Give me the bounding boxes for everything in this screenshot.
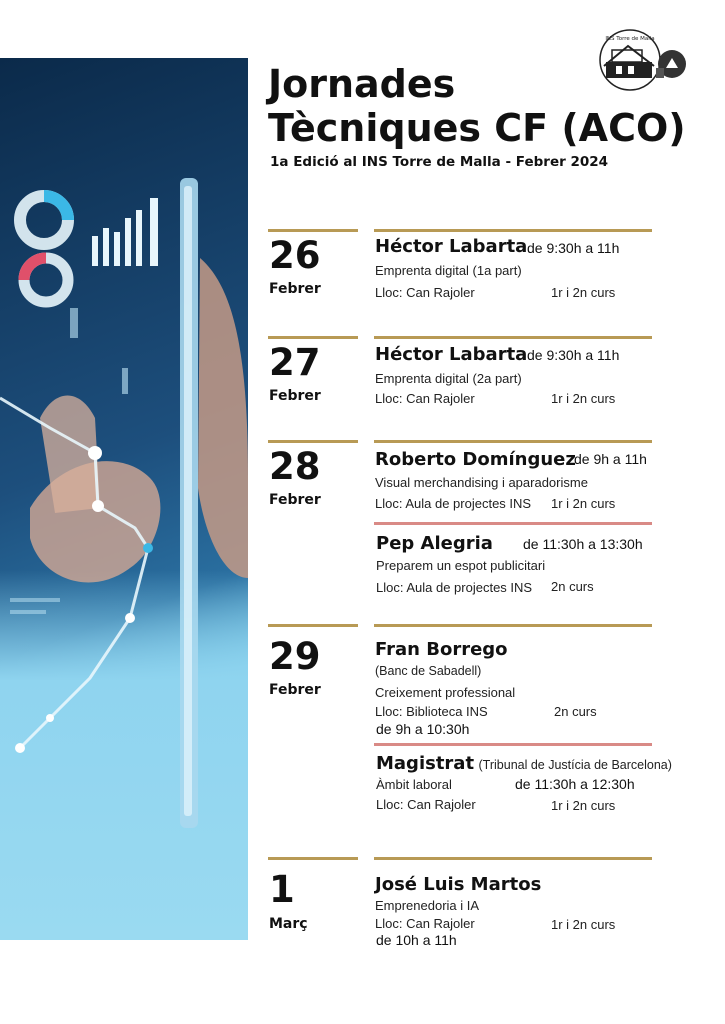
session-divider: [374, 522, 652, 525]
session-organization: (Tribunal de Justícia de Barcelona): [478, 758, 672, 772]
session-organization: (Banc de Sabadell): [375, 664, 482, 678]
day-month: Febrer: [269, 388, 321, 404]
session-time: de 9h a 11h: [574, 451, 647, 467]
session-speaker: Magistrat: [376, 753, 475, 774]
session-time: de 9:30h a 11h: [527, 240, 620, 256]
session-course: 1r i 2n curs: [551, 391, 616, 406]
session-topic: Emprenta digital (2a part): [375, 371, 522, 386]
day-rule: [268, 440, 358, 443]
session-topic: Creixement professional: [375, 685, 516, 700]
session-place: Lloc: Biblioteca INS: [375, 704, 488, 719]
day-number: 1: [269, 868, 295, 911]
session-speaker: Pep Alegria: [376, 533, 493, 554]
session-topic: Preparem un espot publicitari: [376, 558, 546, 573]
session-course: 1r i 2n curs: [551, 798, 616, 813]
title-line-1: Jornades: [268, 62, 456, 106]
session-topic: Emprenedoria i IA: [375, 898, 480, 913]
session-divider: [374, 743, 652, 746]
session-course: 1r i 2n curs: [551, 917, 616, 932]
session-time: de 11:30h a 13:30h: [523, 536, 643, 552]
session-place: Lloc: Aula de projectes INS: [376, 580, 533, 595]
hero-image: [0, 58, 248, 940]
session-place: Lloc: Can Rajoler: [375, 391, 475, 406]
session-time: de 11:30h a 12:30h: [515, 776, 635, 792]
day-rule: [268, 857, 358, 860]
session-rule: [374, 624, 652, 627]
session-topic: Àmbit laboral: [376, 777, 452, 792]
session-time: de 9h a 10:30h: [376, 721, 470, 737]
logo-text: INS Torre de Malla: [605, 36, 655, 42]
session-speaker: Héctor Labarta: [375, 236, 528, 257]
session-time: de 10h a 11h: [376, 932, 457, 948]
session-speaker: Roberto Domínguez: [375, 449, 576, 470]
title-line-2: Tècniques CF (ACO): [268, 106, 686, 150]
session-topic: Visual merchandising i aparadorisme: [375, 475, 588, 490]
day-rule: [268, 624, 358, 627]
day-number: 28: [269, 445, 321, 488]
day-month: Febrer: [269, 682, 321, 698]
day-rule: [268, 229, 358, 232]
session-speaker: José Luis Martos: [375, 874, 542, 895]
page-title: [268, 62, 686, 150]
session-rule: [374, 336, 652, 339]
page-subtitle: 1a Edició al INS Torre de Malla - Febrer 2024: [270, 154, 609, 170]
session-course: 1r i 2n curs: [551, 496, 616, 511]
session-place: Lloc: Can Rajoler: [376, 797, 476, 812]
session-time: de 9:30h a 11h: [527, 347, 620, 363]
day-rule: [268, 336, 358, 339]
day-month: Febrer: [269, 281, 321, 297]
session-speaker: Fran Borrego: [375, 639, 508, 660]
day-number: 26: [269, 234, 321, 277]
session-place: Lloc: Aula de projectes INS: [375, 496, 532, 511]
day-month: Febrer: [269, 492, 321, 508]
session-heading: [376, 753, 672, 774]
session-topic: Emprenta digital (1a part): [375, 263, 522, 278]
session-rule: [374, 857, 652, 860]
session-course: 2n curs: [554, 704, 597, 719]
hero-illustration: [0, 58, 248, 940]
session-place: Lloc: Can Rajoler: [375, 285, 475, 300]
session-course: 1r i 2n curs: [551, 285, 616, 300]
session-course: 2n curs: [551, 579, 594, 594]
session-speaker: Héctor Labarta: [375, 344, 528, 365]
day-number: 27: [269, 341, 321, 384]
day-number: 29: [269, 635, 321, 678]
day-month: Març: [269, 916, 308, 932]
session-rule: [374, 440, 652, 443]
session-place: Lloc: Can Rajoler: [375, 916, 475, 931]
session-rule: [374, 229, 652, 232]
